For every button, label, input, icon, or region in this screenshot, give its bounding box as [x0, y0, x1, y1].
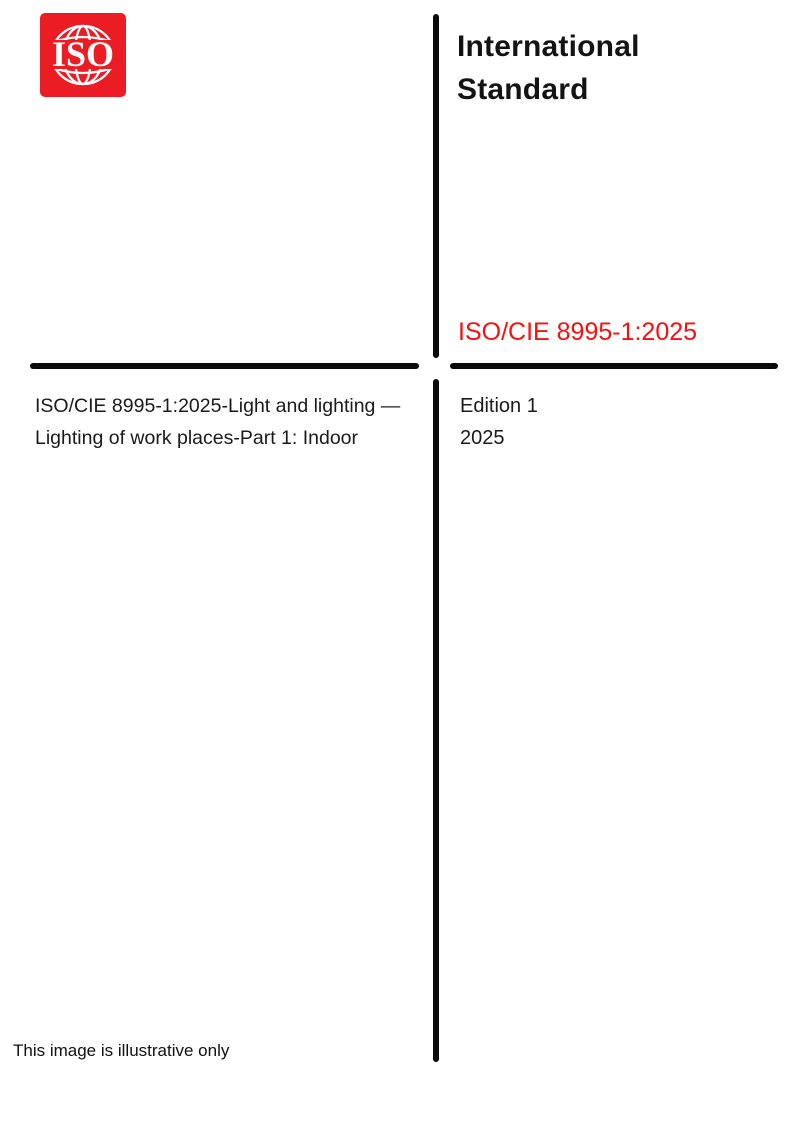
illustrative-note: This image is illustrative only	[13, 1041, 230, 1060]
iso-logo-text: ISO	[51, 34, 115, 74]
standard-reference: ISO/CIE 8995-1:2025	[458, 318, 698, 346]
standard-designation-line2: Lighting of work places-Part 1: Indoor	[35, 427, 359, 449]
document-type-title-line1: International	[457, 30, 640, 63]
standard-designation	[35, 390, 445, 454]
edition-label: Edition 1	[460, 395, 538, 417]
iso-logo	[40, 13, 126, 97]
iso-globe-icon	[40, 13, 126, 97]
vertical-rule-bottom	[433, 379, 439, 1062]
horizontal-rule-right	[450, 363, 778, 369]
document-type-title	[457, 25, 640, 111]
vertical-rule-top	[433, 14, 439, 358]
horizontal-rule-left	[30, 363, 419, 369]
document-type-title-line2: Standard	[457, 73, 589, 106]
edition-info	[460, 390, 538, 454]
edition-year: 2025	[460, 427, 505, 449]
standard-designation-line1: ISO/CIE 8995-1:2025-Light and lighting —	[35, 395, 401, 417]
